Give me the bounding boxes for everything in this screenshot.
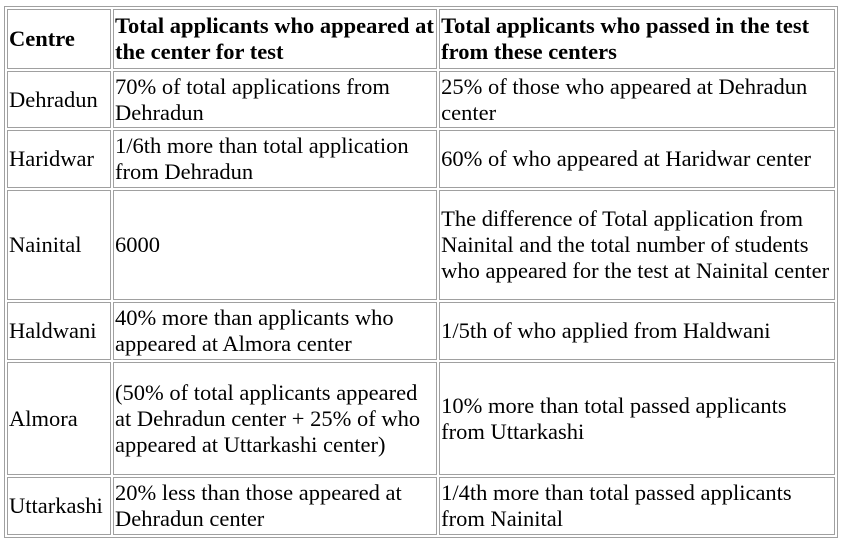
header-passed: Total applicants who passed in the test from these centers: [439, 9, 835, 69]
cell-passed: 25% of those who appeared at Dehradun center: [439, 71, 835, 128]
cell-appeared: 70% of total applications from Dehradun: [113, 71, 437, 128]
table-row: [7, 130, 835, 188]
table-row: [7, 477, 835, 535]
table-row: [7, 190, 835, 300]
header-appeared: Total applicants who appeared at the center for test: [113, 9, 437, 69]
cell-passed: 60% of who appeared at Haridwar center: [439, 130, 835, 188]
table-row: [7, 71, 835, 128]
cell-centre: Haldwani: [7, 302, 111, 360]
cell-centre: Haridwar: [7, 130, 111, 188]
cell-appeared: 20% less than those appeared at Dehradun center: [113, 477, 437, 535]
cell-appeared: (50% of total applicants appeared at Dehradun center + 25% of who appeared at Uttarkashi center): [113, 362, 437, 475]
cell-centre: Uttarkashi: [7, 477, 111, 535]
cell-appeared: 6000: [113, 190, 437, 300]
cell-passed: The difference of Total application from Nainital and the total number of students who appeared for the test at Nainital center: [439, 190, 835, 300]
cell-appeared: 40% more than applicants who appeared at Almora center: [113, 302, 437, 360]
cell-centre: Almora: [7, 362, 111, 475]
header-centre: Centre: [7, 9, 111, 69]
table-header-row: [7, 9, 835, 69]
cell-appeared: 1/6th more than total application from Dehradun: [113, 130, 437, 188]
cell-centre: Dehradun: [7, 71, 111, 128]
table-row: [7, 362, 835, 475]
cell-passed: 1/4th more than total passed applicants from Nainital: [439, 477, 835, 535]
table-row: [7, 302, 835, 360]
cell-passed: 10% more than total passed applicants from Uttarkashi: [439, 362, 835, 475]
cell-centre: Nainital: [7, 190, 111, 300]
applicants-table: [4, 6, 838, 538]
cell-passed: 1/5th of who applied from Haldwani: [439, 302, 835, 360]
